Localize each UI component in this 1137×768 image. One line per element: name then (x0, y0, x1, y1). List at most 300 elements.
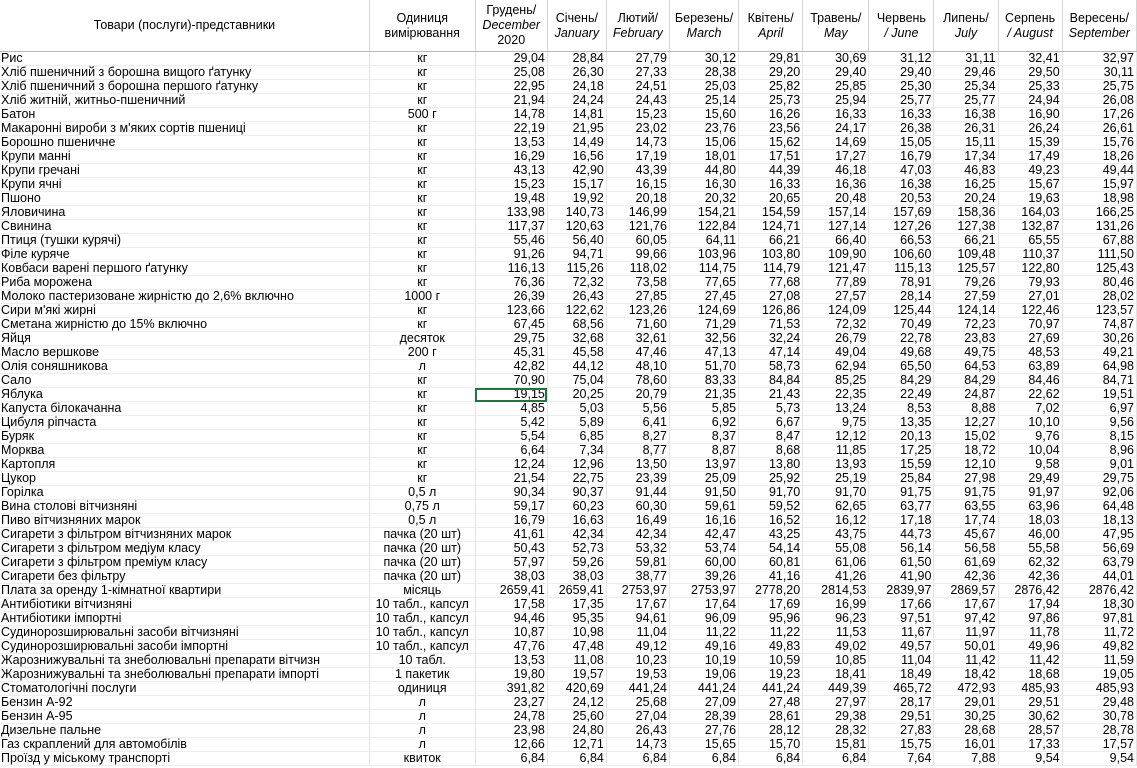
price-cell[interactable]: 12,12 (803, 430, 869, 444)
price-cell[interactable]: 19,57 (547, 668, 606, 682)
price-cell[interactable]: 15,06 (669, 136, 738, 150)
price-cell[interactable]: 49,83 (739, 640, 803, 654)
price-cell[interactable]: 114,79 (739, 262, 803, 276)
product-name-cell[interactable]: Горілка (0, 486, 369, 500)
price-cell[interactable]: 5,73 (739, 402, 803, 416)
price-cell[interactable]: 2876,42 (1062, 584, 1136, 598)
price-cell[interactable]: 2753,97 (606, 584, 669, 598)
unit-cell[interactable]: пачка (20 шт) (369, 542, 475, 556)
price-cell[interactable]: 44,39 (739, 164, 803, 178)
price-cell[interactable]: 8,87 (669, 444, 738, 458)
price-cell[interactable]: 25,94 (803, 94, 869, 108)
price-cell[interactable]: 6,84 (803, 752, 869, 766)
price-cell[interactable]: 20,65 (739, 192, 803, 206)
price-cell[interactable]: 8,96 (1062, 444, 1136, 458)
price-cell[interactable]: 91,50 (669, 486, 738, 500)
price-cell[interactable]: 45,31 (475, 346, 547, 360)
price-cell[interactable]: 22,62 (998, 388, 1062, 402)
unit-cell[interactable]: 10 табл., капсул (369, 598, 475, 612)
price-cell[interactable]: 12,66 (475, 738, 547, 752)
price-cell[interactable]: 30,78 (1062, 710, 1136, 724)
product-name-cell[interactable]: Свинина (0, 220, 369, 234)
price-cell[interactable]: 15,67 (998, 178, 1062, 192)
price-cell[interactable]: 6,84 (739, 752, 803, 766)
price-cell[interactable]: 11,04 (606, 626, 669, 640)
product-name-cell[interactable]: Морква (0, 444, 369, 458)
price-cell[interactable]: 17,69 (739, 598, 803, 612)
price-cell[interactable]: 6,84 (475, 752, 547, 766)
price-cell[interactable]: 23,83 (934, 332, 998, 346)
price-cell[interactable]: 11,72 (1062, 626, 1136, 640)
price-cell[interactable]: 25,03 (669, 80, 738, 94)
price-cell[interactable]: 12,71 (547, 738, 606, 752)
price-cell[interactable]: 70,49 (869, 318, 934, 332)
price-cell[interactable]: 24,94 (998, 94, 1062, 108)
price-cell[interactable]: 32,68 (547, 332, 606, 346)
unit-cell[interactable]: кг (369, 276, 475, 290)
price-cell[interactable]: 10,23 (606, 654, 669, 668)
unit-cell[interactable]: 0,5 л (369, 514, 475, 528)
price-cell[interactable]: 60,81 (739, 556, 803, 570)
price-cell[interactable]: 14,78 (475, 108, 547, 122)
price-cell[interactable]: 10,87 (475, 626, 547, 640)
price-cell[interactable]: 23,98 (475, 724, 547, 738)
price-cell[interactable]: 8,77 (606, 444, 669, 458)
price-cell[interactable]: 26,31 (934, 122, 998, 136)
product-name-cell[interactable]: Філе куряче (0, 248, 369, 262)
price-cell[interactable]: 18,03 (998, 514, 1062, 528)
price-cell[interactable]: 15,97 (1062, 178, 1136, 192)
price-cell[interactable]: 23,76 (669, 122, 738, 136)
product-name-cell[interactable]: Жарознижувальні та знеболювальні препарати вітчизн (0, 654, 369, 668)
price-cell[interactable]: 56,69 (1062, 542, 1136, 556)
product-name-cell[interactable]: Плата за оренду 1-кімнатної квартири (0, 584, 369, 598)
price-cell[interactable]: 7,34 (547, 444, 606, 458)
price-cell[interactable]: 91,26 (475, 248, 547, 262)
price-cell[interactable]: 94,71 (547, 248, 606, 262)
unit-cell[interactable]: кг (369, 416, 475, 430)
price-cell[interactable]: 11,85 (803, 444, 869, 458)
price-cell[interactable]: 17,51 (739, 150, 803, 164)
price-cell[interactable]: 110,37 (998, 248, 1062, 262)
product-name-cell[interactable]: Ковбаси варені першого ґатунку (0, 262, 369, 276)
price-cell[interactable]: 13,80 (739, 458, 803, 472)
unit-cell[interactable]: кг (369, 304, 475, 318)
price-cell[interactable]: 32,24 (739, 332, 803, 346)
price-cell[interactable]: 5,42 (475, 416, 547, 430)
price-cell[interactable]: 6,85 (547, 430, 606, 444)
price-cell[interactable]: 49,96 (998, 640, 1062, 654)
price-cell[interactable]: 29,51 (869, 710, 934, 724)
price-cell[interactable]: 49,12 (606, 640, 669, 654)
price-cell[interactable]: 472,93 (934, 682, 998, 696)
unit-cell[interactable]: 10 табл., капсул (369, 626, 475, 640)
price-cell[interactable]: 27,09 (669, 696, 738, 710)
price-cell[interactable]: 47,03 (869, 164, 934, 178)
price-cell[interactable]: 71,53 (739, 318, 803, 332)
price-cell[interactable]: 55,58 (998, 542, 1062, 556)
price-cell[interactable]: 16,26 (739, 108, 803, 122)
price-cell[interactable]: 63,79 (1062, 556, 1136, 570)
price-cell[interactable]: 9,76 (998, 430, 1062, 444)
price-cell[interactable]: 10,98 (547, 626, 606, 640)
price-cell[interactable]: 25,19 (803, 472, 869, 486)
price-cell[interactable]: 43,13 (475, 164, 547, 178)
price-cell[interactable]: 28,17 (869, 696, 934, 710)
unit-cell[interactable]: кг (369, 164, 475, 178)
price-cell[interactable]: 46,00 (998, 528, 1062, 542)
unit-cell[interactable]: кг (369, 136, 475, 150)
price-cell[interactable]: 14,69 (803, 136, 869, 150)
price-cell[interactable]: 127,14 (803, 220, 869, 234)
price-cell[interactable]: 23,02 (606, 122, 669, 136)
product-name-cell[interactable]: Сигарети з фільтром вітчизняних марок (0, 528, 369, 542)
product-name-cell[interactable]: Сметана жирністю до 15% включно (0, 318, 369, 332)
product-name-cell[interactable]: Цукор (0, 472, 369, 486)
price-cell[interactable]: 15,62 (739, 136, 803, 150)
price-cell[interactable]: 9,54 (998, 752, 1062, 766)
unit-cell[interactable]: квиток (369, 752, 475, 766)
price-cell[interactable]: 9,54 (1062, 752, 1136, 766)
price-cell[interactable]: 15,17 (547, 178, 606, 192)
price-cell[interactable]: 43,75 (803, 528, 869, 542)
price-cell[interactable]: 22,75 (547, 472, 606, 486)
price-cell[interactable]: 48,10 (606, 360, 669, 374)
price-cell[interactable]: 6,67 (739, 416, 803, 430)
price-cell[interactable]: 17,25 (869, 444, 934, 458)
product-name-cell[interactable]: Батон (0, 108, 369, 122)
product-name-cell[interactable]: Борошно пшеничне (0, 136, 369, 150)
price-cell[interactable]: 59,81 (606, 556, 669, 570)
price-cell[interactable]: 42,34 (606, 528, 669, 542)
price-cell[interactable]: 24,78 (475, 710, 547, 724)
price-cell[interactable]: 20,48 (803, 192, 869, 206)
header-month[interactable] (934, 0, 998, 52)
price-cell[interactable]: 60,05 (606, 234, 669, 248)
price-cell[interactable]: 30,11 (1062, 66, 1136, 80)
price-cell[interactable]: 6,64 (475, 444, 547, 458)
price-cell[interactable]: 17,19 (606, 150, 669, 164)
header-month[interactable] (739, 0, 803, 52)
price-cell[interactable]: 124,09 (803, 304, 869, 318)
price-cell[interactable]: 14,73 (606, 136, 669, 150)
price-cell[interactable]: 30,12 (669, 52, 738, 66)
price-cell[interactable]: 2753,97 (669, 584, 738, 598)
price-cell[interactable]: 6,41 (606, 416, 669, 430)
price-cell[interactable]: 22,49 (869, 388, 934, 402)
price-cell[interactable]: 13,53 (475, 654, 547, 668)
price-cell[interactable]: 8,37 (669, 430, 738, 444)
price-cell[interactable]: 72,32 (803, 318, 869, 332)
price-cell[interactable]: 9,75 (803, 416, 869, 430)
price-cell[interactable]: 157,69 (869, 206, 934, 220)
price-cell[interactable]: 80,46 (1062, 276, 1136, 290)
price-cell[interactable]: 6,92 (669, 416, 738, 430)
product-name-cell[interactable]: Буряк (0, 430, 369, 444)
unit-cell[interactable]: 10 табл., капсул (369, 640, 475, 654)
price-cell[interactable]: 485,93 (1062, 682, 1136, 696)
price-cell[interactable]: 122,46 (998, 304, 1062, 318)
price-cell[interactable]: 49,16 (669, 640, 738, 654)
price-cell[interactable]: 25,75 (1062, 80, 1136, 94)
price-cell[interactable]: 64,48 (1062, 500, 1136, 514)
price-cell[interactable]: 11,22 (669, 626, 738, 640)
price-cell[interactable]: 66,53 (869, 234, 934, 248)
product-name-cell[interactable]: Пиво вітчизняних марок (0, 514, 369, 528)
price-cell[interactable]: 64,53 (934, 360, 998, 374)
unit-cell[interactable]: пачка (20 шт) (369, 570, 475, 584)
price-cell[interactable]: 28,57 (998, 724, 1062, 738)
header-month[interactable] (998, 0, 1062, 52)
price-cell[interactable]: 16,01 (934, 738, 998, 752)
price-cell[interactable]: 18,42 (934, 668, 998, 682)
product-name-cell[interactable]: Дизельне пальне (0, 724, 369, 738)
product-name-cell[interactable]: Стоматологічні послуги (0, 682, 369, 696)
price-cell[interactable]: 5,03 (547, 402, 606, 416)
price-cell[interactable]: 62,32 (998, 556, 1062, 570)
price-cell[interactable]: 20,24 (934, 192, 998, 206)
price-cell[interactable]: 16,79 (475, 514, 547, 528)
price-cell[interactable]: 51,70 (669, 360, 738, 374)
price-cell[interactable]: 485,93 (998, 682, 1062, 696)
price-cell[interactable]: 28,14 (869, 290, 934, 304)
price-cell[interactable]: 19,92 (547, 192, 606, 206)
unit-cell[interactable]: одиниця (369, 682, 475, 696)
price-cell[interactable]: 19,48 (475, 192, 547, 206)
price-cell[interactable]: 13,53 (475, 136, 547, 150)
price-cell[interactable]: 38,77 (606, 570, 669, 584)
price-cell[interactable]: 9,58 (998, 458, 1062, 472)
price-cell[interactable]: 47,76 (475, 640, 547, 654)
price-cell[interactable]: 125,57 (934, 262, 998, 276)
price-cell[interactable]: 18,30 (1062, 598, 1136, 612)
price-cell[interactable]: 38,03 (547, 570, 606, 584)
unit-cell[interactable]: 10 табл., капсул (369, 612, 475, 626)
price-cell[interactable]: 27,04 (606, 710, 669, 724)
price-cell[interactable]: 10,10 (998, 416, 1062, 430)
product-name-cell[interactable]: Олія соняшникова (0, 360, 369, 374)
product-name-cell[interactable]: Рис (0, 52, 369, 66)
price-cell[interactable]: 44,12 (547, 360, 606, 374)
unit-cell[interactable]: кг (369, 402, 475, 416)
price-cell[interactable]: 73,58 (606, 276, 669, 290)
price-cell[interactable]: 15,81 (803, 738, 869, 752)
product-name-cell[interactable]: Сало (0, 374, 369, 388)
price-cell[interactable]: 25,08 (475, 66, 547, 80)
price-cell[interactable]: 62,65 (803, 500, 869, 514)
price-cell[interactable]: 27,69 (998, 332, 1062, 346)
price-cell[interactable]: 29,46 (934, 66, 998, 80)
price-cell[interactable]: 111,50 (1062, 248, 1136, 262)
price-cell[interactable]: 30,25 (934, 710, 998, 724)
product-name-cell[interactable]: Картопля (0, 458, 369, 472)
price-cell[interactable]: 15,11 (934, 136, 998, 150)
price-cell[interactable]: 49,75 (934, 346, 998, 360)
price-cell[interactable]: 18,41 (803, 668, 869, 682)
unit-cell[interactable]: кг (369, 374, 475, 388)
price-cell[interactable]: 42,36 (934, 570, 998, 584)
price-cell[interactable]: 15,23 (475, 178, 547, 192)
price-cell[interactable]: 32,61 (606, 332, 669, 346)
price-cell[interactable]: 16,36 (803, 178, 869, 192)
price-cell[interactable]: 70,97 (998, 318, 1062, 332)
price-cell[interactable]: 41,90 (869, 570, 934, 584)
product-name-cell[interactable]: Птиця (тушки курячі) (0, 234, 369, 248)
price-cell[interactable]: 77,68 (739, 276, 803, 290)
unit-cell[interactable]: кг (369, 458, 475, 472)
price-cell[interactable]: 91,75 (869, 486, 934, 500)
unit-cell[interactable]: кг (369, 318, 475, 332)
price-cell[interactable]: 16,15 (606, 178, 669, 192)
price-cell[interactable]: 67,88 (1062, 234, 1136, 248)
unit-cell[interactable]: 0,75 л (369, 500, 475, 514)
price-cell[interactable]: 21,35 (669, 388, 738, 402)
price-cell[interactable]: 16,30 (669, 178, 738, 192)
price-cell[interactable]: 29,49 (998, 472, 1062, 486)
price-cell[interactable]: 123,57 (1062, 304, 1136, 318)
price-cell[interactable]: 30,26 (1062, 332, 1136, 346)
price-cell[interactable]: 28,12 (739, 724, 803, 738)
price-cell[interactable]: 6,84 (669, 752, 738, 766)
product-name-cell[interactable]: Яйця (0, 332, 369, 346)
price-cell[interactable]: 49,68 (869, 346, 934, 360)
price-cell[interactable]: 132,87 (998, 220, 1062, 234)
price-cell[interactable]: 78,60 (606, 374, 669, 388)
price-cell[interactable]: 116,13 (475, 262, 547, 276)
price-cell[interactable]: 2876,42 (998, 584, 1062, 598)
price-cell[interactable]: 27,76 (669, 724, 738, 738)
price-cell[interactable]: 8,88 (934, 402, 998, 416)
price-cell[interactable]: 42,47 (669, 528, 738, 542)
unit-cell[interactable]: 1000 г (369, 290, 475, 304)
price-cell[interactable]: 16,49 (606, 514, 669, 528)
product-name-cell[interactable]: Сигарети з фільтром медіум класу (0, 542, 369, 556)
price-cell[interactable]: 43,39 (606, 164, 669, 178)
unit-cell[interactable]: 200 г (369, 346, 475, 360)
price-cell[interactable]: 67,45 (475, 318, 547, 332)
price-cell[interactable]: 21,95 (547, 122, 606, 136)
price-cell[interactable]: 106,60 (869, 248, 934, 262)
product-name-cell[interactable]: Судинорозширювальні засоби імпортні (0, 640, 369, 654)
price-cell[interactable]: 71,29 (669, 318, 738, 332)
price-cell[interactable]: 54,14 (739, 542, 803, 556)
price-cell[interactable]: 25,77 (934, 94, 998, 108)
price-cell[interactable]: 17,27 (803, 150, 869, 164)
price-cell[interactable]: 72,23 (934, 318, 998, 332)
unit-cell[interactable]: кг (369, 52, 475, 66)
price-cell[interactable]: 16,33 (869, 108, 934, 122)
product-name-cell[interactable]: Бензин А-95 (0, 710, 369, 724)
price-cell[interactable]: 122,62 (547, 304, 606, 318)
price-cell[interactable]: 91,70 (739, 486, 803, 500)
unit-cell[interactable]: кг (369, 248, 475, 262)
unit-cell[interactable]: 10 табл. (369, 654, 475, 668)
price-cell[interactable]: 13,97 (669, 458, 738, 472)
price-cell[interactable]: 28,61 (739, 710, 803, 724)
price-cell[interactable]: 118,02 (606, 262, 669, 276)
unit-cell[interactable]: 0,5 л (369, 486, 475, 500)
price-cell[interactable]: 25,82 (739, 80, 803, 94)
price-cell[interactable]: 20,18 (606, 192, 669, 206)
price-cell[interactable]: 124,14 (934, 304, 998, 318)
product-name-cell[interactable]: Капуста білокачанна (0, 402, 369, 416)
price-cell[interactable]: 59,61 (669, 500, 738, 514)
price-cell[interactable]: 10,59 (739, 654, 803, 668)
header-unit[interactable]: Одиниця вимірювання (369, 0, 475, 52)
price-cell[interactable]: 18,98 (1062, 192, 1136, 206)
price-cell[interactable]: 12,24 (475, 458, 547, 472)
price-cell[interactable]: 49,82 (1062, 640, 1136, 654)
price-cell[interactable]: 49,04 (803, 346, 869, 360)
price-cell[interactable]: 31,12 (869, 52, 934, 66)
price-cell[interactable]: 14,81 (547, 108, 606, 122)
price-cell[interactable]: 60,00 (669, 556, 738, 570)
price-cell[interactable]: 53,74 (669, 542, 738, 556)
price-cell[interactable]: 18,49 (869, 668, 934, 682)
price-cell[interactable]: 27,33 (606, 66, 669, 80)
price-cell[interactable]: 17,18 (869, 514, 934, 528)
price-cell[interactable]: 17,74 (934, 514, 998, 528)
price-cell[interactable]: 114,75 (669, 262, 738, 276)
price-cell[interactable]: 49,57 (869, 640, 934, 654)
price-cell[interactable]: 30,69 (803, 52, 869, 66)
price-cell[interactable]: 66,40 (803, 234, 869, 248)
price-cell[interactable]: 27,59 (934, 290, 998, 304)
price-cell[interactable]: 5,85 (669, 402, 738, 416)
price-cell[interactable]: 10,85 (803, 654, 869, 668)
price-cell[interactable]: 95,35 (547, 612, 606, 626)
price-cell[interactable]: 47,13 (669, 346, 738, 360)
price-cell[interactable]: 154,21 (669, 206, 738, 220)
price-cell[interactable]: 11,78 (998, 626, 1062, 640)
price-cell[interactable]: 29,20 (739, 66, 803, 80)
price-cell[interactable]: 29,48 (1062, 696, 1136, 710)
price-cell[interactable]: 44,80 (669, 164, 738, 178)
price-cell[interactable]: 16,12 (803, 514, 869, 528)
price-cell[interactable]: 2839,97 (869, 584, 934, 598)
price-cell[interactable]: 59,17 (475, 500, 547, 514)
unit-cell[interactable]: кг (369, 80, 475, 94)
unit-cell[interactable]: кг (369, 472, 475, 486)
product-name-cell[interactable]: Хліб пшеничний з борошна вищого ґатунку (0, 66, 369, 80)
price-cell[interactable]: 140,73 (547, 206, 606, 220)
price-cell[interactable]: 123,26 (606, 304, 669, 318)
product-name-cell[interactable]: Крупи ячні (0, 178, 369, 192)
price-cell[interactable]: 48,53 (998, 346, 1062, 360)
unit-cell[interactable]: кг (369, 220, 475, 234)
price-cell[interactable]: 28,02 (1062, 290, 1136, 304)
price-cell[interactable]: 16,79 (869, 150, 934, 164)
price-cell[interactable]: 13,35 (869, 416, 934, 430)
price-cell[interactable]: 27,45 (669, 290, 738, 304)
price-cell[interactable]: 103,80 (739, 248, 803, 262)
price-cell[interactable]: 5,56 (606, 402, 669, 416)
header-month[interactable] (475, 0, 547, 52)
price-cell[interactable]: 12,10 (934, 458, 998, 472)
price-cell[interactable]: 26,38 (869, 122, 934, 136)
price-cell[interactable]: 11,08 (547, 654, 606, 668)
price-cell[interactable]: 17,57 (1062, 738, 1136, 752)
price-cell[interactable]: 127,26 (869, 220, 934, 234)
price-cell[interactable]: 6,97 (1062, 402, 1136, 416)
price-cell[interactable]: 24,80 (547, 724, 606, 738)
price-cell[interactable]: 441,24 (606, 682, 669, 696)
price-cell[interactable]: 16,29 (475, 150, 547, 164)
product-name-cell[interactable]: Судинорозширювальні засоби вітчизняні (0, 626, 369, 640)
price-cell[interactable]: 31,11 (934, 52, 998, 66)
price-cell[interactable]: 17,64 (669, 598, 738, 612)
price-cell[interactable]: 46,83 (934, 164, 998, 178)
